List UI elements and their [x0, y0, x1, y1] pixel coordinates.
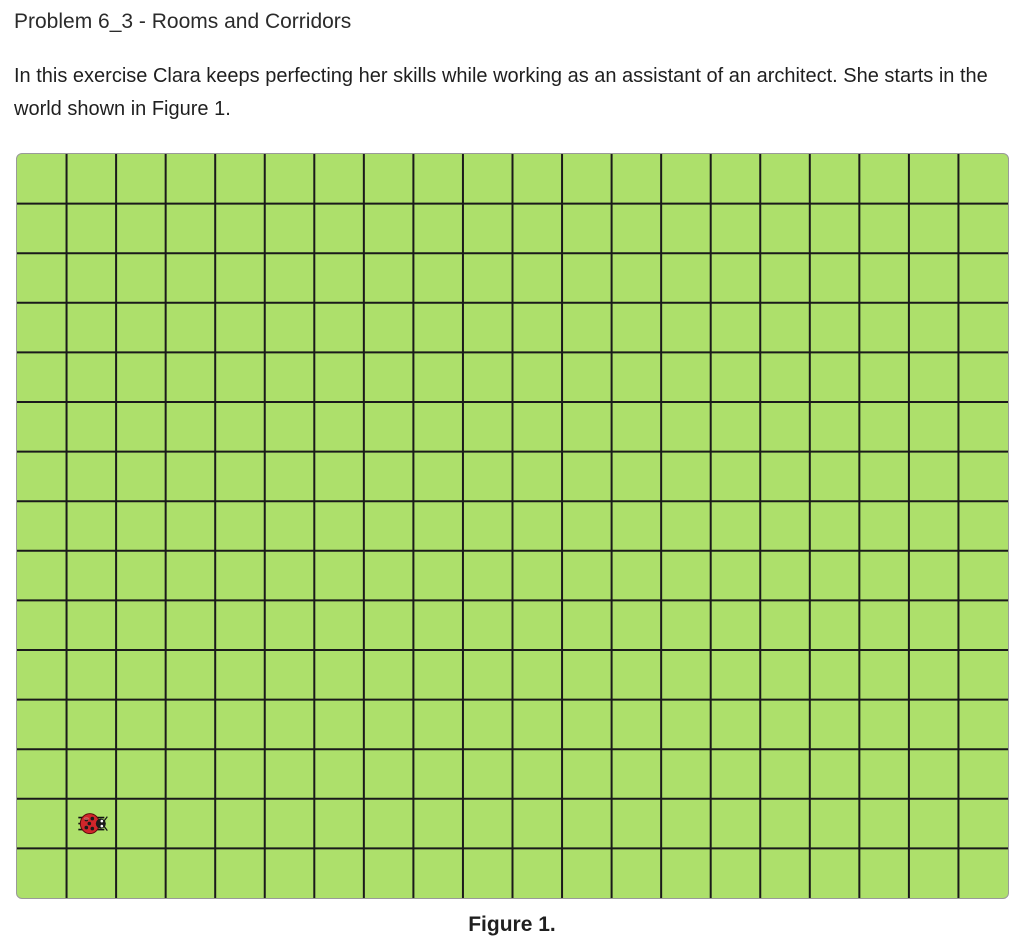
- ladybug-icon: [78, 814, 107, 834]
- figure-caption: Figure 1.: [468, 913, 556, 936]
- problem-title: Problem 6_3 - Rooms and Corridors: [14, 10, 352, 33]
- world-grid: [17, 154, 1008, 898]
- problem-description: In this exercise Clara keeps perfecting her skills while working as an assistant of an architect. She starts in the world shown in Figure 1.: [14, 65, 988, 120]
- world-figure: [16, 153, 1009, 899]
